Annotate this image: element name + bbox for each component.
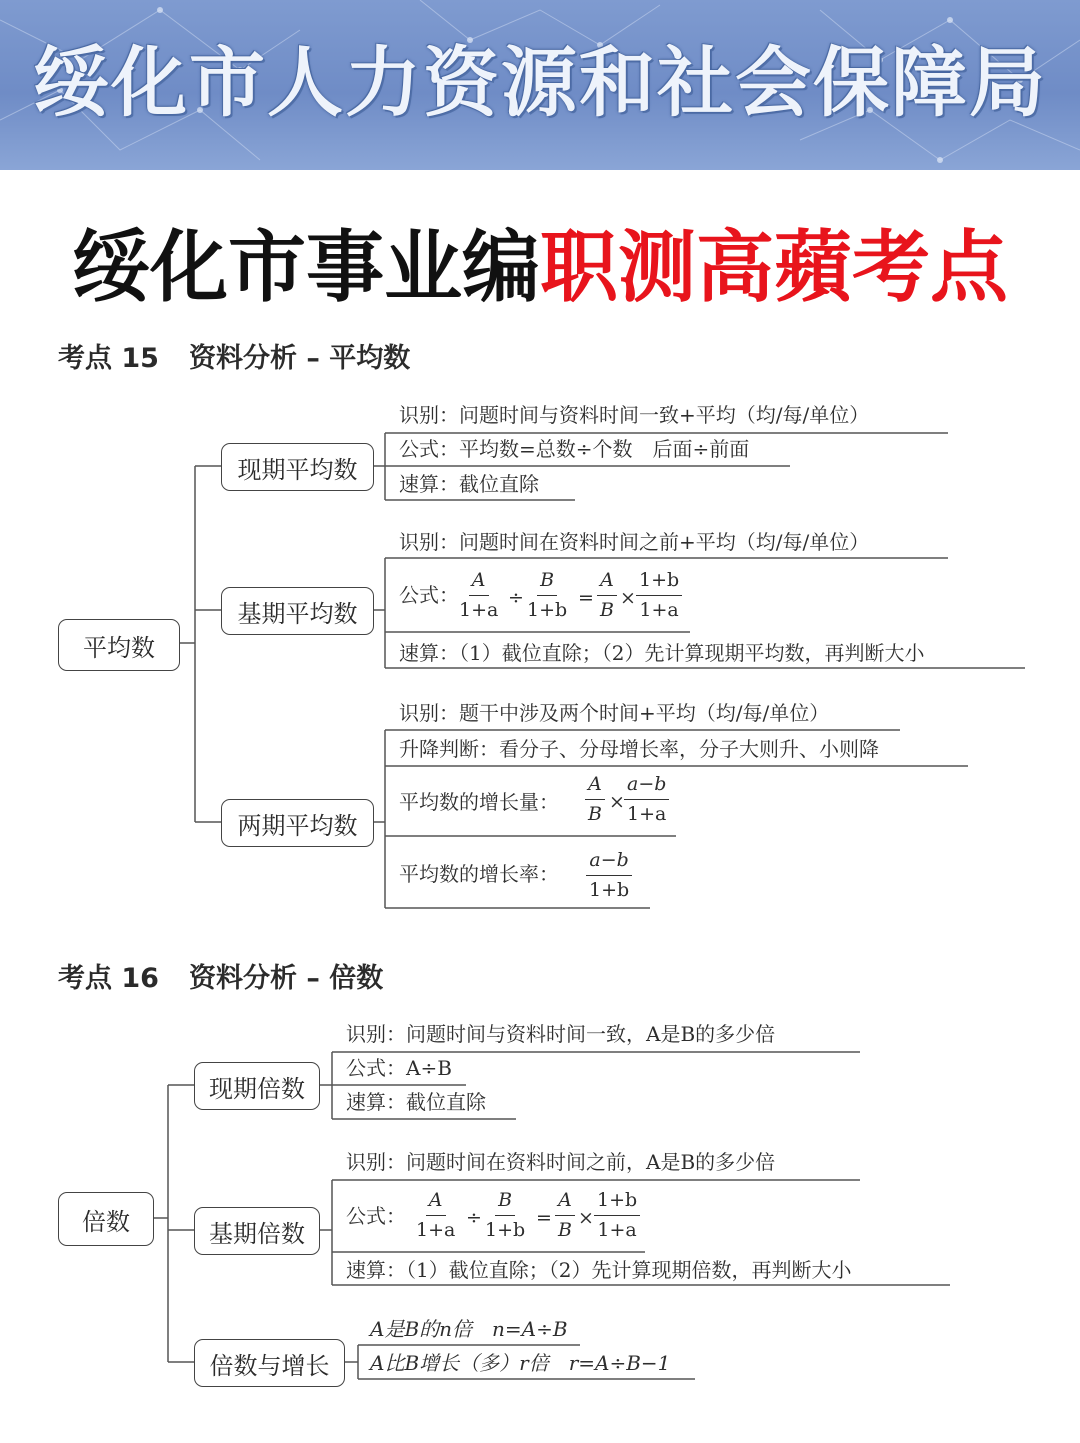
rule-identify: 识别：题干中涉及两个时间+平均（均/每/单位） [399, 701, 830, 725]
rule-quick-calc: 速算：（1）截位直除；（2）先计算现期平均数，再判断大小 [399, 641, 925, 665]
rule-identify: 识别：问题时间与资料时间一致，A是B的多少倍 [346, 1022, 776, 1046]
root-node-average: 平均数 [58, 619, 180, 671]
headline-black-part: 绥化市事业编 [71, 223, 540, 313]
root-node-multiple: 倍数 [58, 1192, 154, 1246]
branch-multiple-growth: 倍数与增长 [194, 1339, 345, 1387]
rule-identify: 识别：问题时间与资料时间一致+平均（均/每/单位） [399, 403, 870, 427]
rule-formula: 公式：平均数=总数÷个数 后面÷前面 [399, 437, 750, 461]
section-16-title [58, 956, 383, 995]
rule-n-times: A是B的n倍 n=A÷B [370, 1317, 568, 1341]
rule-growth-amount-label: 平均数的增长量： [399, 790, 559, 814]
branch-current-multiple: 现期倍数 [194, 1062, 320, 1110]
rule-identify: 识别：问题时间在资料时间之前+平均（均/每/单位） [399, 530, 870, 554]
branch-base-average: 基期平均数 [221, 587, 374, 635]
section-15-title [58, 336, 410, 375]
rule-r-times-growth: A比B增长（多）r倍 r=A÷B−1 [370, 1351, 671, 1375]
formula-fraction: $\frac{a-b}{1+a}$ [624, 775, 669, 824]
section-16-number: 考点 16 [58, 963, 159, 994]
rule-trend-judgement: 升降判断：看分子、分母增长率，分子大则升、小则降 [399, 737, 879, 761]
rule-identify: 识别：问题时间在资料时间之前，A是B的多少倍 [346, 1150, 776, 1174]
rule-quick-calc: 速算：截位直除 [346, 1090, 486, 1114]
formula-fraction: $\frac{a-b}{1+b}$ [586, 851, 632, 900]
formula-fraction: $\frac{1+b}{1+a}$ [636, 571, 682, 620]
section-15-name: 资料分析 – 平均数 [188, 343, 411, 374]
branch-base-multiple: 基期倍数 [194, 1207, 320, 1255]
equals-operator: = [536, 1207, 552, 1229]
formula-fraction: $\frac{A}{B}$ [585, 775, 605, 824]
times-operator: × [578, 1207, 594, 1229]
banner-title: 绥化市人力资源和社会保障局 [33, 38, 1047, 127]
section-15-number: 考点 15 [58, 343, 159, 374]
equals-operator: = [578, 587, 594, 609]
times-operator: × [620, 587, 636, 609]
formula-fraction: $\frac{B}{1+b}$ [527, 569, 568, 621]
rule-quick-calc: 速算：（1）截位直除；（2）先计算现期倍数，再判断大小 [346, 1258, 852, 1282]
branch-current-average: 现期平均数 [221, 443, 374, 491]
rule-quick-calc: 速算：截位直除 [399, 472, 539, 496]
divide-operator: ÷ [466, 1207, 482, 1229]
rule-growth-rate-label: 平均数的增长率： [399, 862, 559, 886]
formula-fraction: $\frac{A}{B}$ [597, 571, 617, 620]
formula-fraction: $\frac{A}{1+a}$ [416, 1189, 456, 1241]
headline-red-part: 职测高蘋考点 [540, 223, 1009, 313]
formula-fraction: $\frac{A}{B}$ [555, 1191, 575, 1240]
branch-two-period-average: 两期平均数 [221, 799, 374, 847]
formula-fraction: $\frac{A}{1+a}$ [459, 569, 499, 621]
rule-formula-label: 公式： [399, 583, 459, 607]
formula-fraction: $\frac{1+b}{1+a}$ [594, 1191, 640, 1240]
times-operator: × [609, 791, 625, 813]
rule-formula-label: 公式： [346, 1204, 406, 1228]
formula-fraction: $\frac{B}{1+b}$ [485, 1189, 526, 1241]
divide-operator: ÷ [508, 587, 524, 609]
section-16-name: 资料分析 – 倍数 [188, 963, 384, 994]
rule-formula: 公式：A÷B [346, 1056, 452, 1080]
